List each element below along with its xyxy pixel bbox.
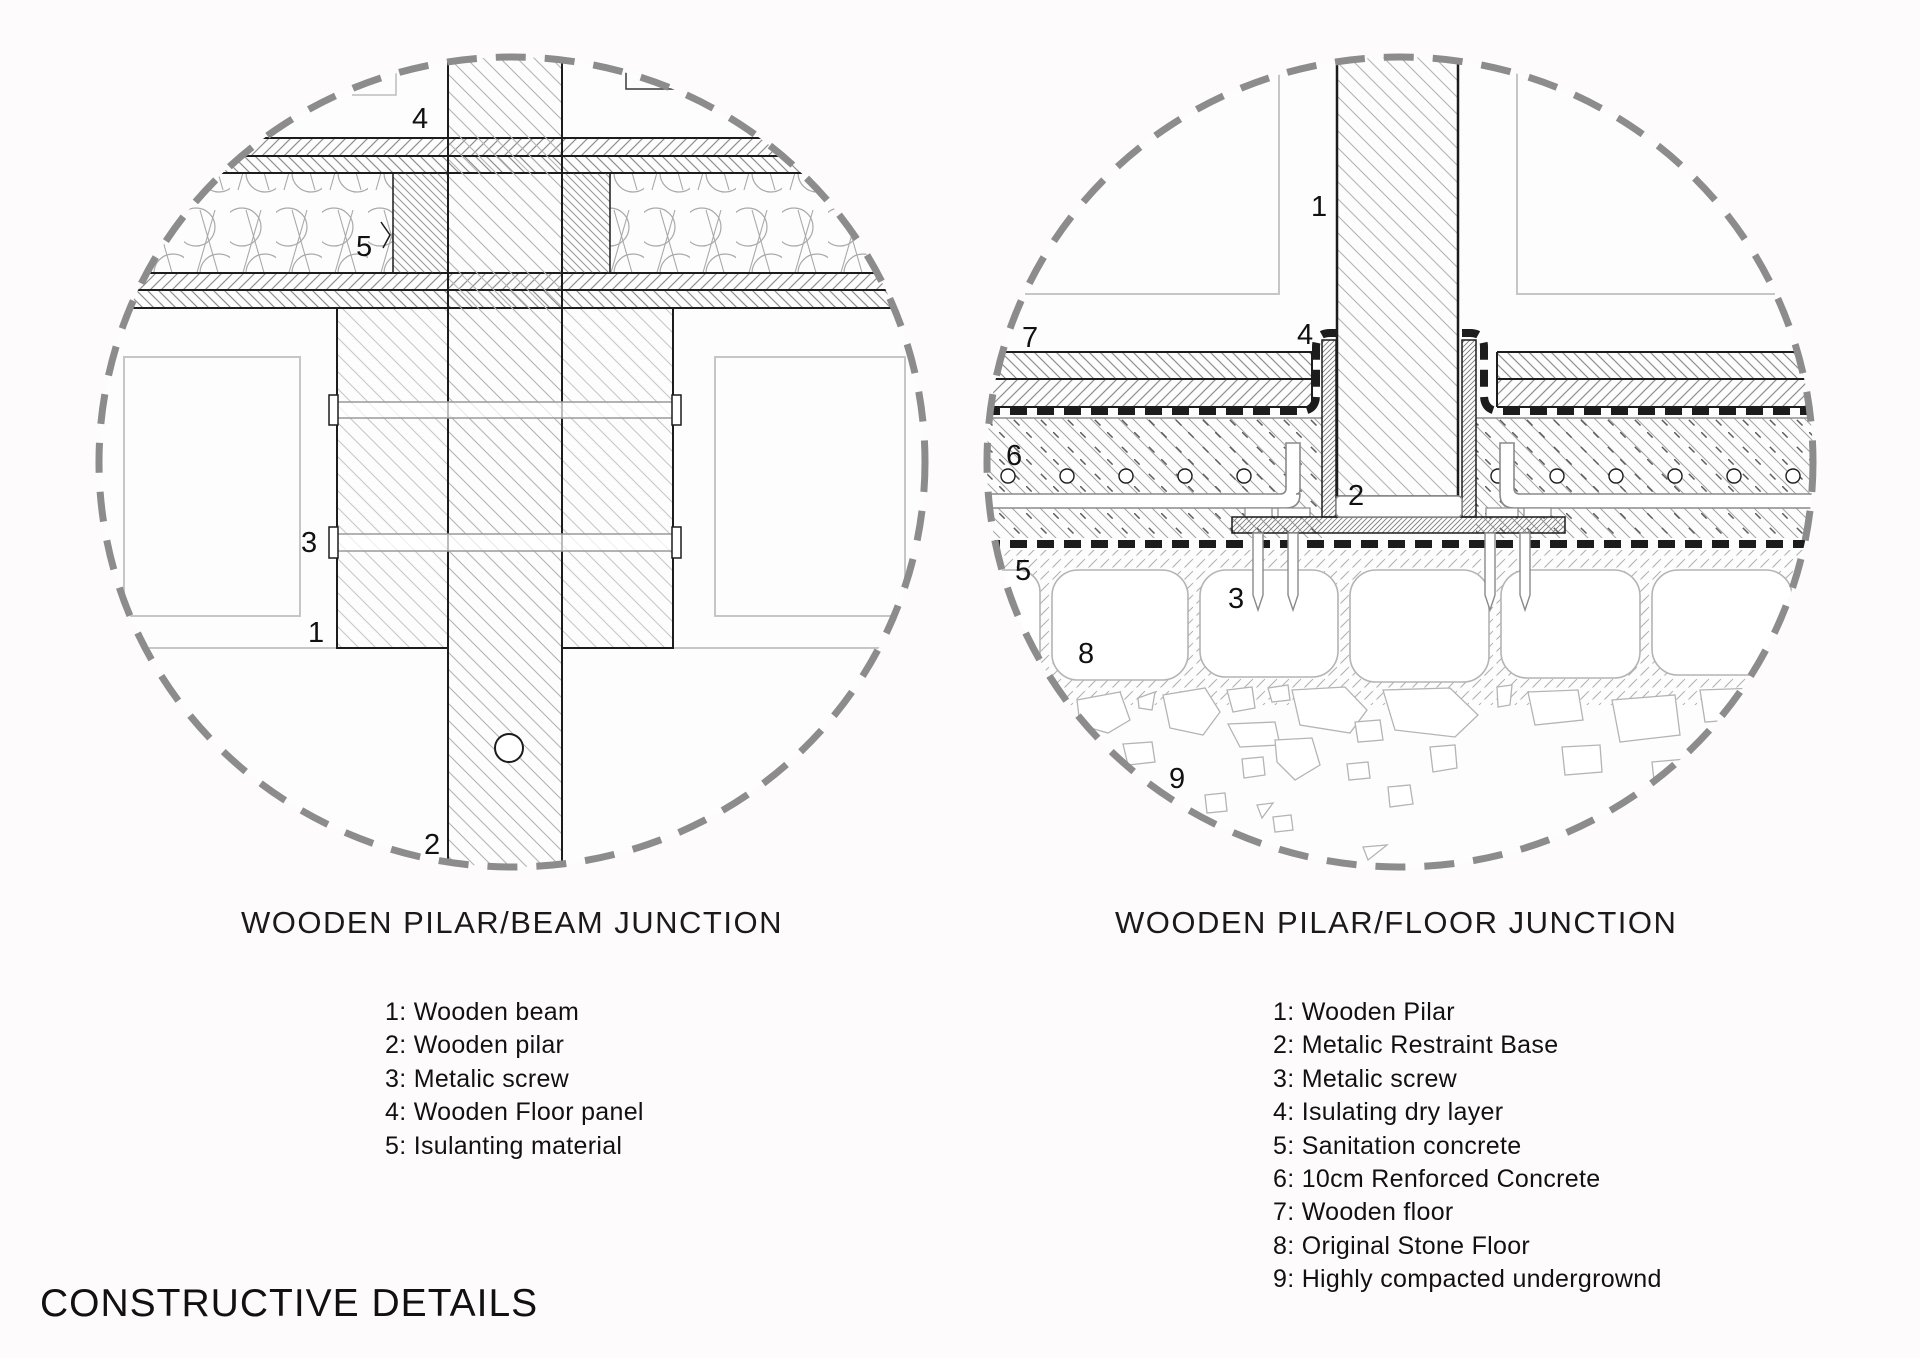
legend-item: 9: Highly compacted undergrownd [1273,1265,1662,1294]
right-callout-3: 3 [1228,583,1245,615]
right-wooden-pilar [1336,50,1462,517]
left-detail-figure [90,50,930,870]
right-callout-4: 4 [1297,319,1314,351]
right-callout-6: 6 [1006,440,1023,472]
legend-item: 8: Original Stone Floor [1273,1231,1531,1260]
page-title: CONSTRUCTIVE DETAILS [40,1282,539,1325]
left-detail-title: WOODEN PILAR/BEAM JUNCTION [241,905,783,940]
legend-item: 1: Wooden Pilar [1273,998,1455,1026]
legend-item: 4: Isulating dry layer [1273,1098,1504,1127]
left-callout-4: 4 [412,103,429,135]
legend-item: 2: Metalic Restraint Base [1273,1031,1559,1060]
legend-item: 1: Wooden beam [385,998,580,1026]
right-callout-9: 9 [1169,763,1186,795]
left-pilar-peg-hole [495,734,523,762]
right-callout-7: 7 [1022,322,1039,354]
left-callout-1: 1 [308,617,325,649]
legend-item: 2: Wooden pilar [385,1031,565,1060]
right-detail-legend [1273,996,1662,1297]
right-callout-2: 2 [1348,480,1365,512]
left-detail-legend [385,996,644,1163]
left-callout-2: 2 [424,829,441,861]
right-callout-1: 1 [1311,191,1328,223]
legend-item: 4: Wooden Floor panel [385,1098,644,1127]
legend-item: 6: 10cm Renforced Concrete [1273,1165,1601,1194]
legend-item: 5: Sanitation concrete [1273,1131,1522,1160]
right-callout-5: 5 [1015,555,1032,587]
right-callout-8: 8 [1078,638,1095,670]
right-detail-figure [968,50,1817,867]
left-callout-3: 3 [301,527,318,559]
right-detail-title: WOODEN PILAR/FLOOR JUNCTION [1115,905,1678,940]
legend-item: 7: Wooden floor [1273,1198,1454,1227]
legend-item: 3: Metalic screw [1273,1064,1458,1093]
left-callout-5: 5 [356,231,373,263]
legend-item: 3: Metalic screw [385,1064,570,1093]
legend-item: 5: Isulanting material [385,1131,623,1160]
